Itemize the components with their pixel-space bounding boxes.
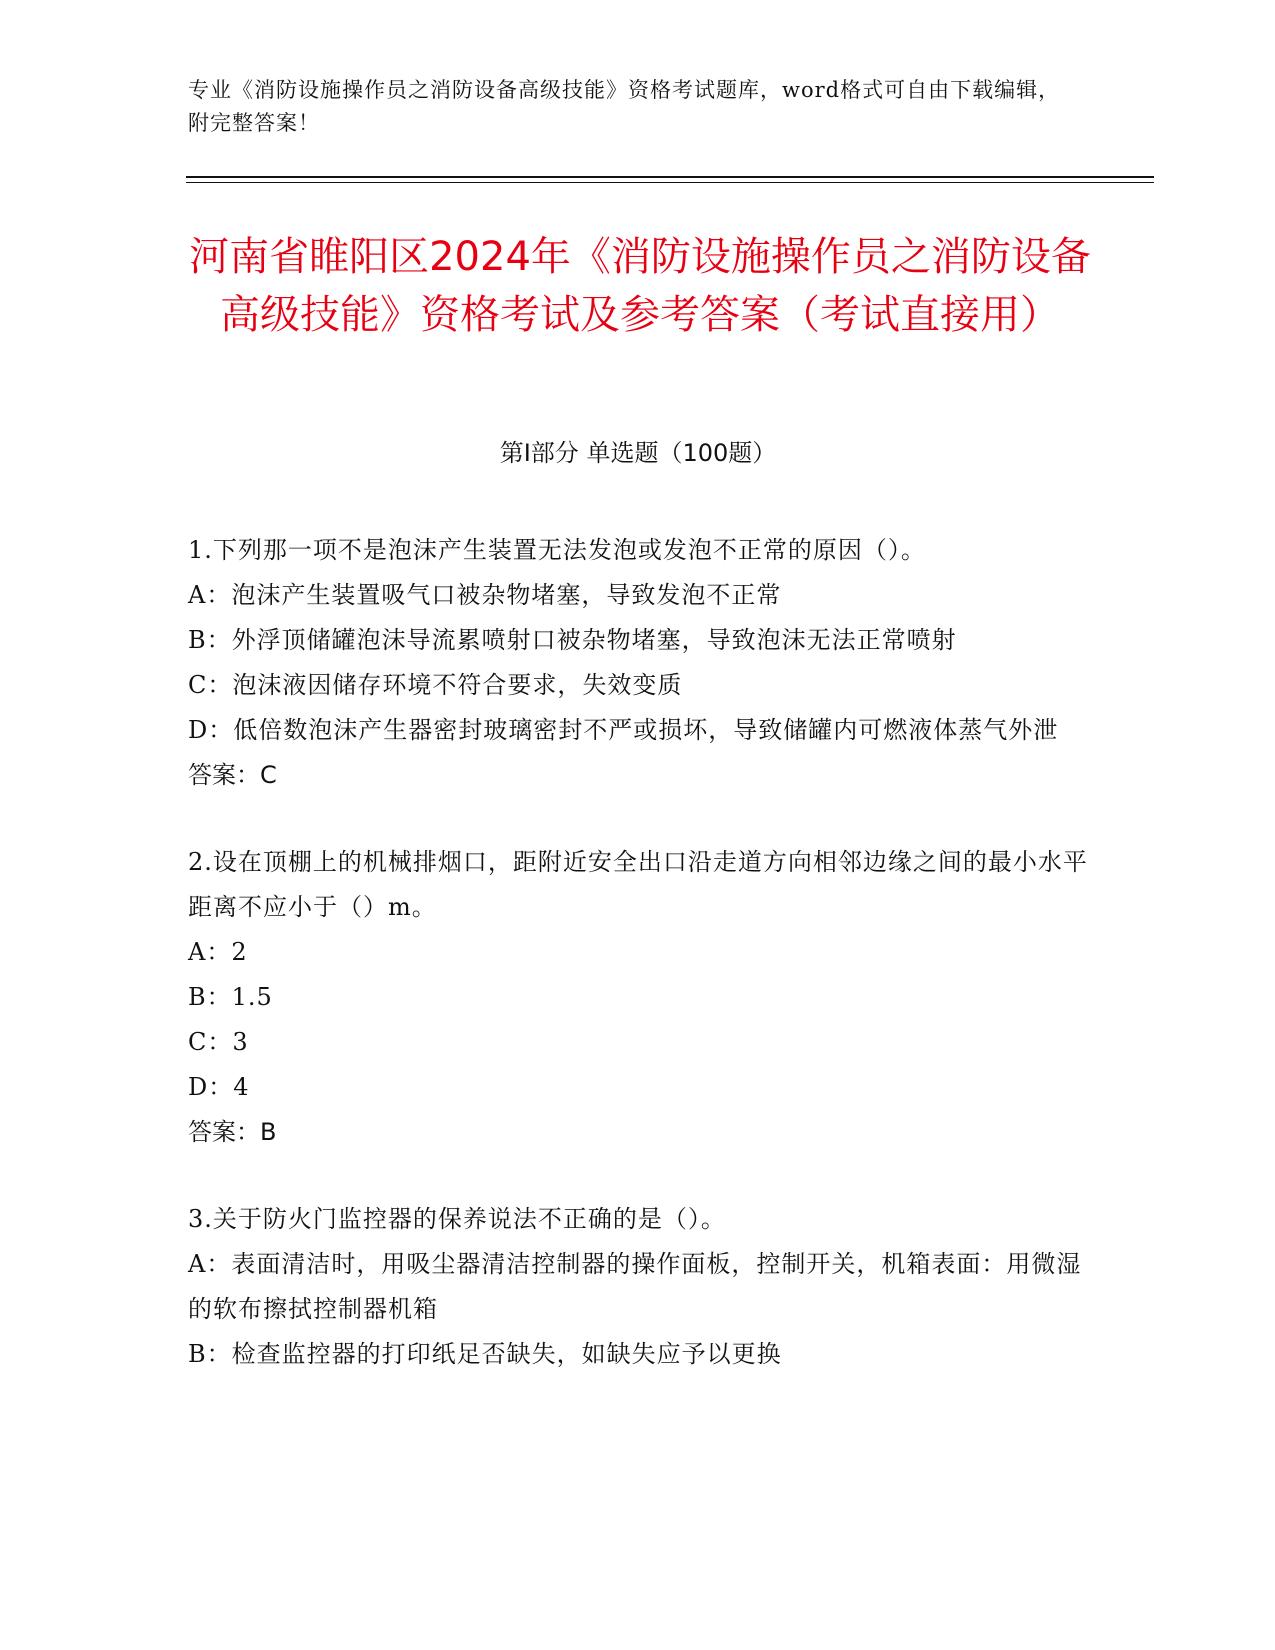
header-divider-thick (186, 176, 1154, 178)
option-b: B：检查监控器的打印纸足否缺失，如缺失应予以更换 (188, 1340, 782, 1368)
option-b: B：1.5 (188, 983, 273, 1011)
document-title: 河南省睢阳区2024年《消防设施操作员之消防设备高级技能》资格考试及参考答案（考试直接用） (189, 234, 1091, 338)
header-divider-thin (186, 182, 1154, 183)
header-note: 专业《消防设施操作员之消防设备高级技能》资格考试题库，word格式可自由下载编辑，附完整答案！ (188, 78, 1061, 135)
question-stem: 2.设在顶棚上的机械排烟口，距附近安全出口沿走道方向相邻边缘之间的最小水平距离不应小于（）m。 (188, 848, 1088, 921)
question-list (188, 528, 1088, 1419)
question-item (188, 1197, 1088, 1377)
question-stem: 3.关于防火门监控器的保养说法不正确的是（）。 (188, 1205, 726, 1233)
option-b: B：外浮顶储罐泡沫导流累喷射口被杂物堵塞，导致泡沫无法正常喷射 (188, 626, 957, 654)
option-d: D：低倍数泡沫产生器密封玻璃密封不严或损坏，导致储罐内可燃液体蒸气外泄 (188, 716, 1059, 744)
option-c: C：泡沫液因储存环境不符合要求，失效变质 (188, 671, 683, 699)
question-item (188, 840, 1088, 1155)
question-item (188, 528, 1088, 798)
option-a: A：2 (188, 938, 248, 966)
option-c: C：3 (188, 1028, 249, 1056)
option-a: A：泡沫产生装置吸气口被杂物堵塞，导致发泡不正常 (188, 581, 782, 609)
answer: 答案：C (188, 761, 277, 789)
section-title: 第Ⅰ部分 单选题（100题） (499, 439, 777, 467)
option-d: D：4 (188, 1073, 250, 1101)
question-stem: 1.下列那一项不是泡沫产生装置无法发泡或发泡不正常的原因（）。 (188, 536, 926, 564)
answer: 答案：B (188, 1118, 277, 1146)
option-a: A：表面清洁时，用吸尘器清洁控制器的操作面板，控制开关，机箱表面：用微湿的软布擦拭控制器机箱 (188, 1250, 1082, 1323)
